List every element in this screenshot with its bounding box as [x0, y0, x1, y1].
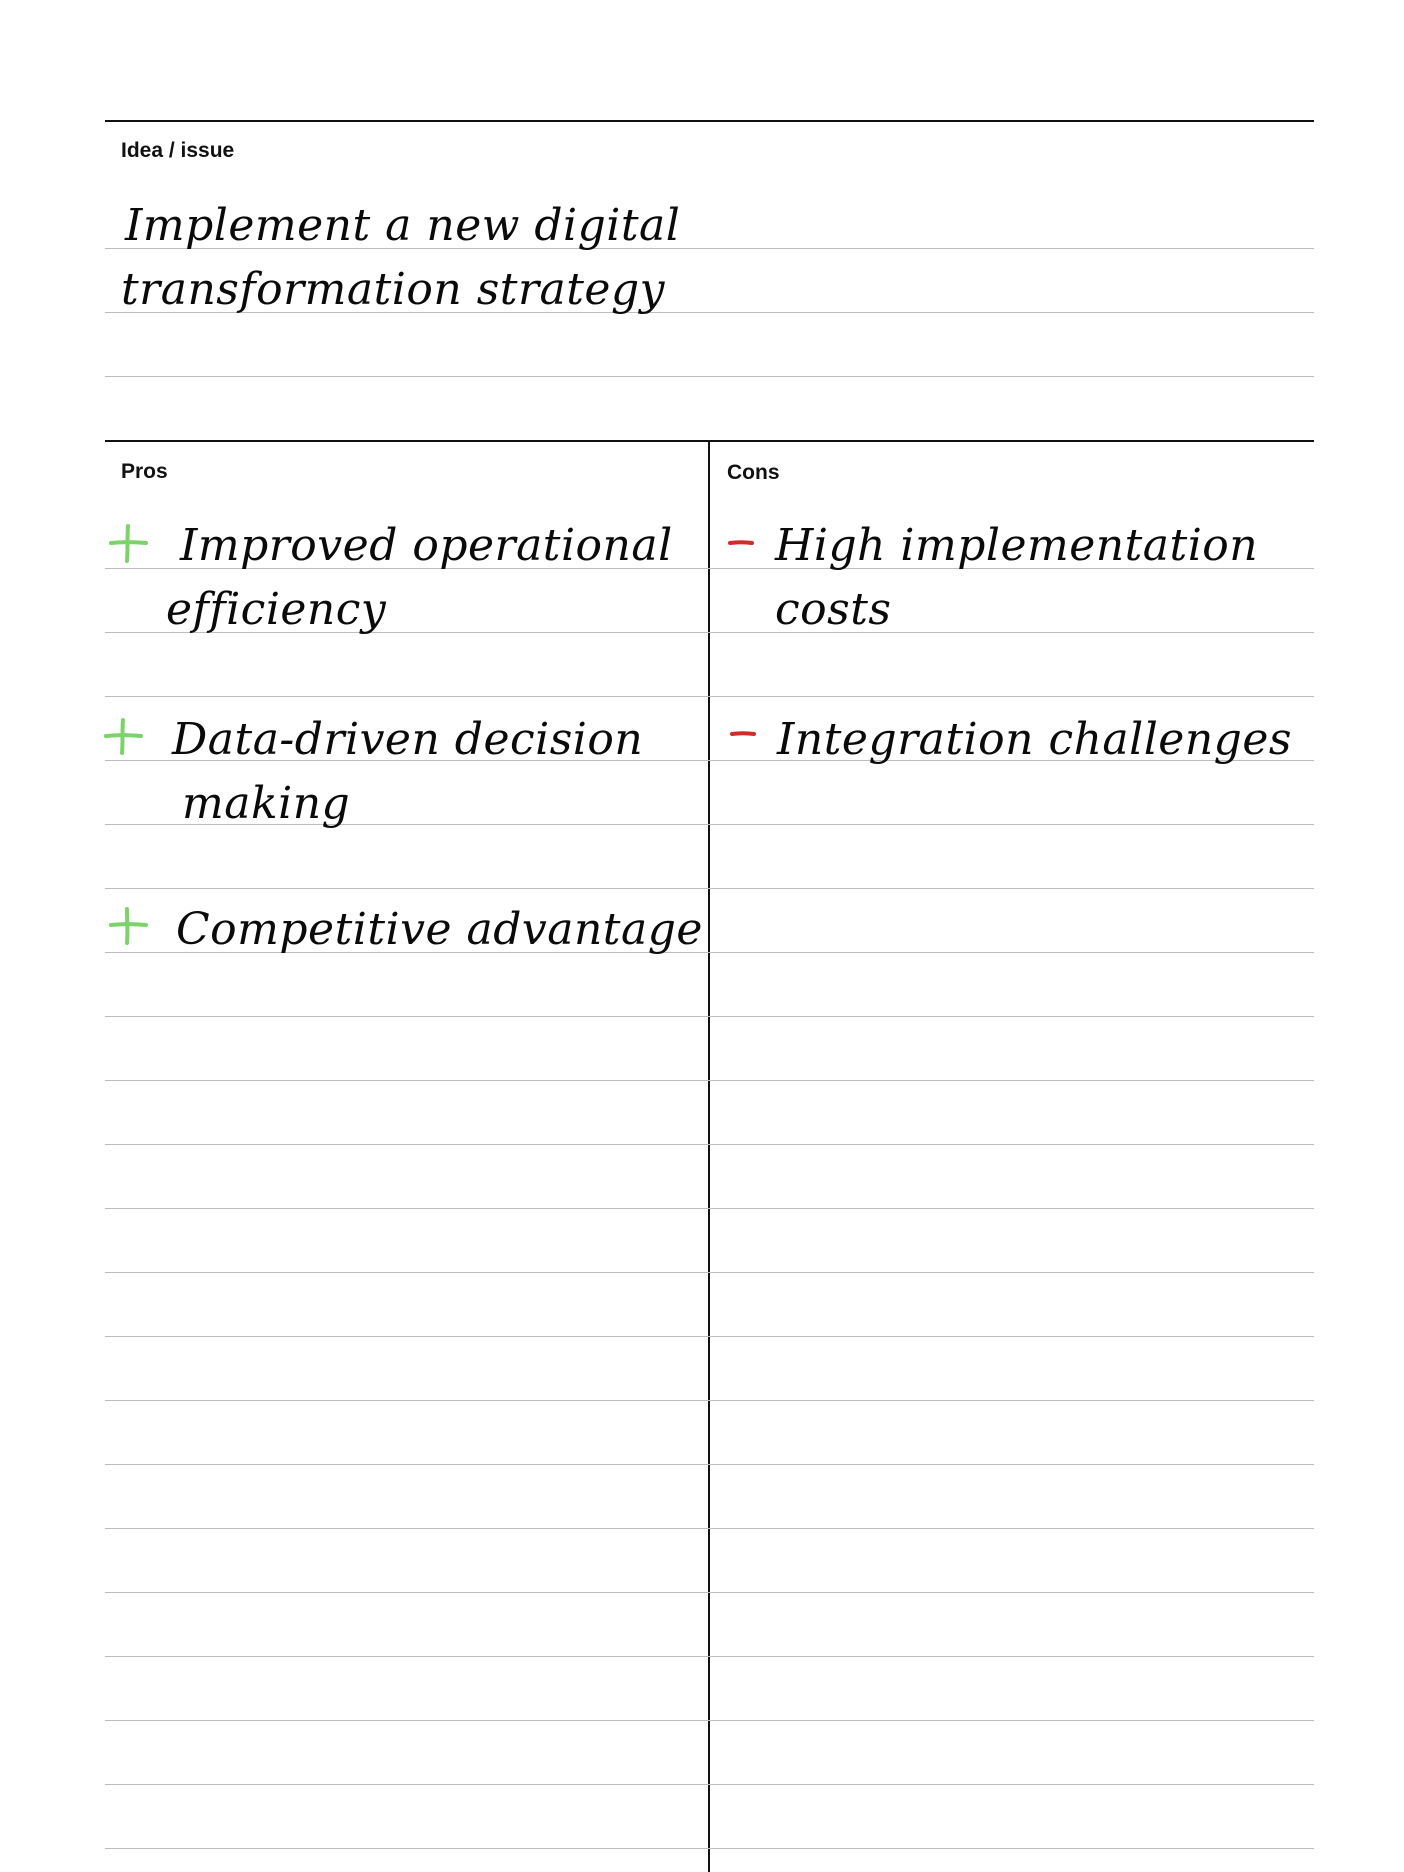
- ruled-line: [105, 1528, 1314, 1529]
- ruled-line: [105, 1336, 1314, 1337]
- ruled-line: [105, 1464, 1314, 1465]
- ruled-line: [105, 1208, 1314, 1209]
- con-item-1-line-1[interactable]: High implementation: [775, 520, 1259, 571]
- pro-item-2-line-1[interactable]: Data-driven decision: [172, 714, 644, 765]
- ruled-line: [105, 696, 1314, 697]
- con-item-2-line-1[interactable]: Integration challenges: [777, 714, 1292, 765]
- ruled-line: [105, 376, 1314, 377]
- ruled-line: [105, 1080, 1314, 1081]
- top-rule: [105, 120, 1314, 122]
- pro-item-1-line-2[interactable]: efficiency: [166, 584, 387, 635]
- ruled-line: [105, 1720, 1314, 1721]
- idea-text-line-2[interactable]: transformation strategy: [121, 264, 665, 315]
- con-item-1-line-2[interactable]: costs: [775, 584, 892, 635]
- ruled-line: [105, 1848, 1314, 1849]
- ruled-line: [105, 1784, 1314, 1785]
- ruled-line: [105, 1144, 1314, 1145]
- plus-icon: [107, 906, 149, 946]
- minus-icon: [727, 538, 755, 548]
- pro-item-2-line-2[interactable]: making: [182, 778, 351, 829]
- pro-item-3-line-1[interactable]: Competitive advantage: [176, 904, 703, 955]
- ruled-line: [105, 888, 1314, 889]
- ruled-line: [105, 1016, 1314, 1017]
- pro-item-1-line-1[interactable]: Improved operational: [180, 520, 673, 571]
- pros-label: Pros: [121, 460, 168, 483]
- ruled-line: [105, 1272, 1314, 1273]
- cons-label: Cons: [727, 461, 780, 484]
- ruled-line: [105, 1592, 1314, 1593]
- minus-icon: [729, 729, 757, 739]
- idea-text-line-1[interactable]: Implement a new digital: [125, 200, 681, 251]
- column-divider: [708, 440, 710, 1872]
- idea-label: Idea / issue: [121, 139, 235, 162]
- ruled-line: [105, 1400, 1314, 1401]
- plus-icon: [102, 716, 144, 756]
- ruled-line: [105, 1656, 1314, 1657]
- plus-icon: [107, 522, 149, 564]
